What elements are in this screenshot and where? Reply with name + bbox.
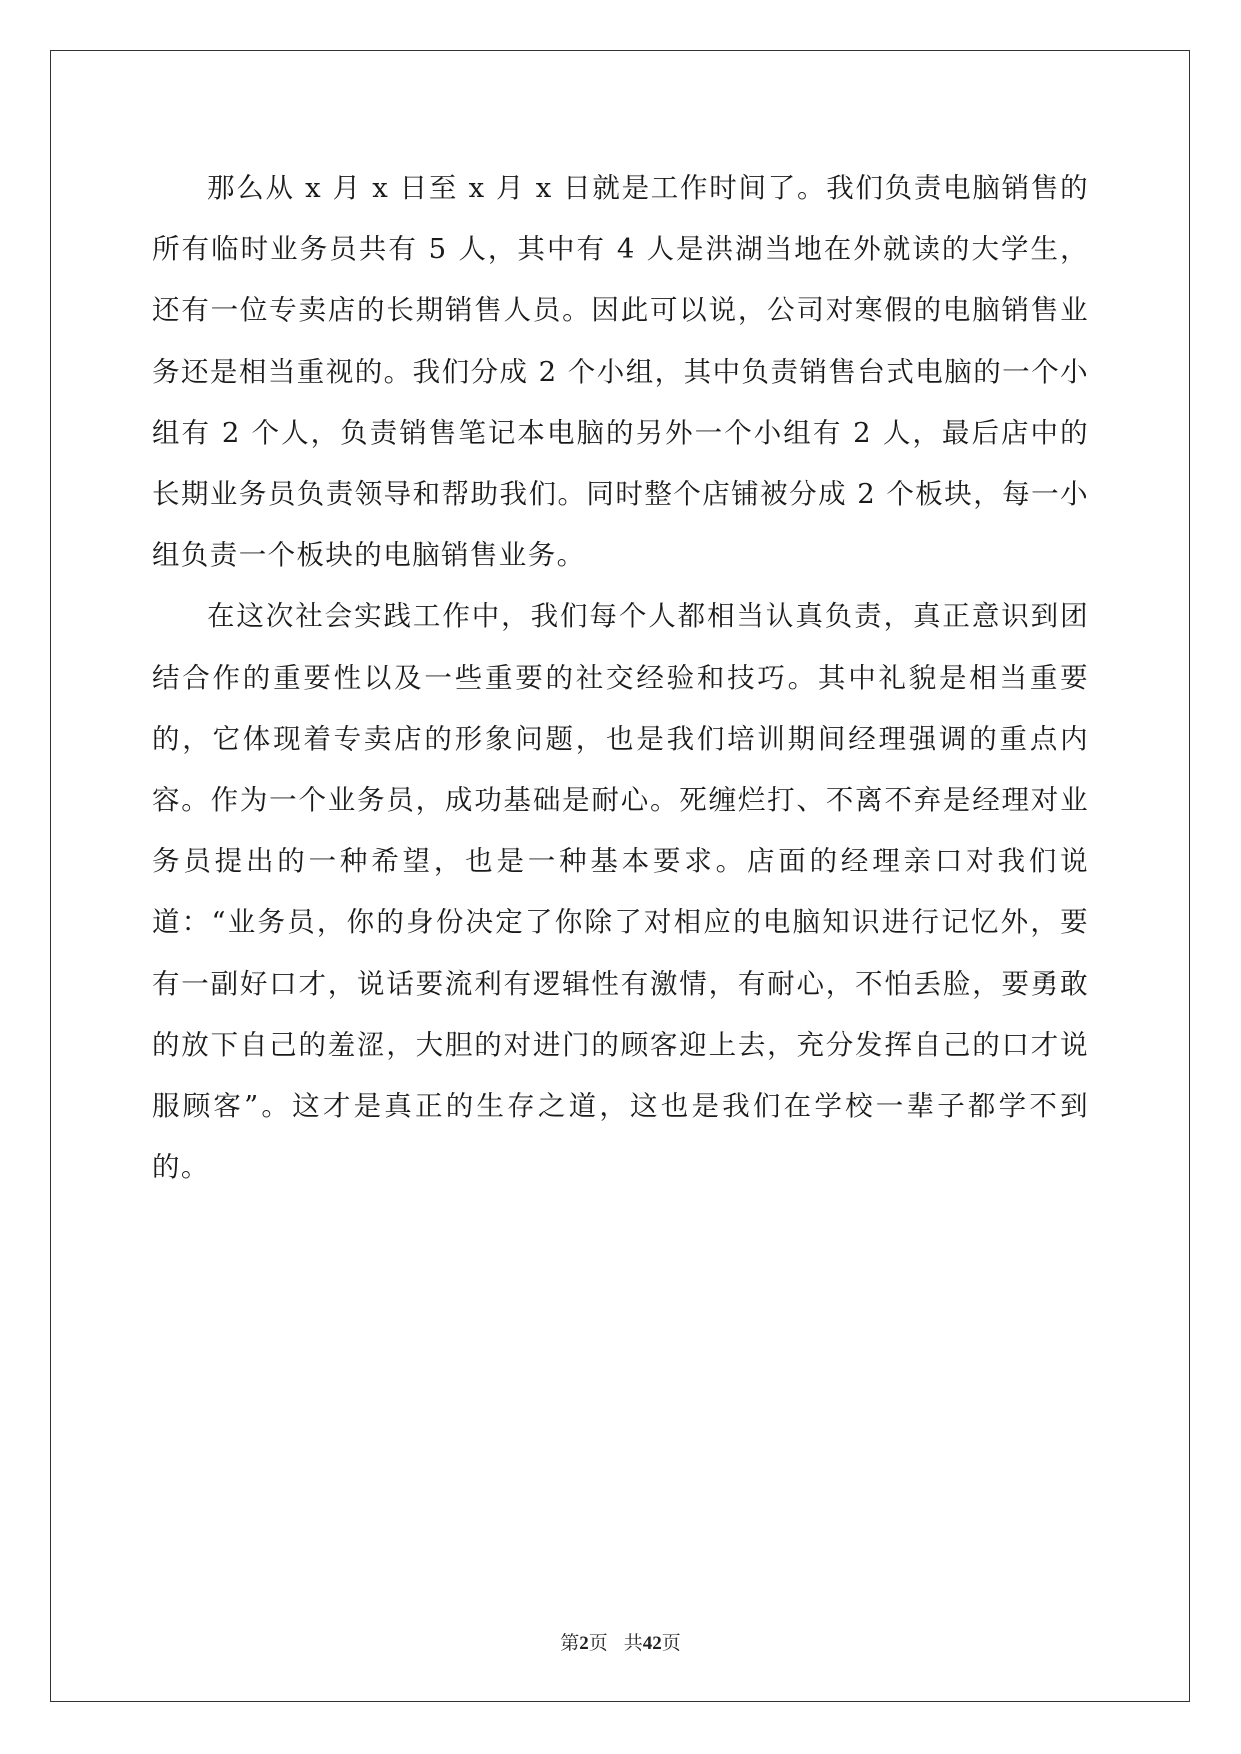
total-suffix: 页	[661, 1633, 681, 1654]
page-prefix: 第	[560, 1633, 580, 1654]
paragraph-2: 在这次社会实践工作中，我们每个人都相当认真负责，真正意识到团结合作的重要性以及一些重要的社交经验和技巧。其中礼貌是相当重要的，它体现着专卖店的形象问题，也是我们培训期间经理强调的重点内容。作为一个业务员，成功基础是耐心。死缠烂打、不离不弃是经理对业务员提出的一种希望，也是一种基本要求。店面的经理亲口对我们说道：“业务员，你的身份决定了你除了对相应的电脑知识进行记忆外，要有一副好口才，说话要流利有逻辑性有激情，有耐心，不怕丢脸，要勇敢的放下自己的羞涩，大胆的对进门的顾客迎上去，充分发挥自己的口才说服顾客”。这才是真正的生存之道，这也是我们在学校一辈子都学不到的。	[152, 600, 1089, 1184]
page-footer	[0, 1628, 1241, 1655]
page-suffix: 页	[588, 1633, 608, 1654]
document-body	[152, 158, 1089, 1198]
page-number: 2	[579, 1633, 589, 1654]
total-pages: 42	[642, 1633, 662, 1654]
total-prefix: 共	[623, 1633, 643, 1654]
paragraph-1: 那么从 x 月 x 日至 x 月 x 日就是工作时间了。我们负责电脑销售的所有临时业务员共有 5 人，其中有 4 人是洪湖当地在外就读的大学生，还有一位专卖店的长期销售人员。因此可以说，公司对寒假的电脑销售业务还是相当重视的。我们分成 2 个小组，其中负责销售台式电脑的一个小组有 2 个人，负责销售笔记本电脑的另外一个小组有 2 人，最后店中的长期业务员负责领导和帮助我们。同时整个店铺被分成 2 个板块，每一小组负责一个板块的电脑销售业务。	[152, 172, 1089, 572]
